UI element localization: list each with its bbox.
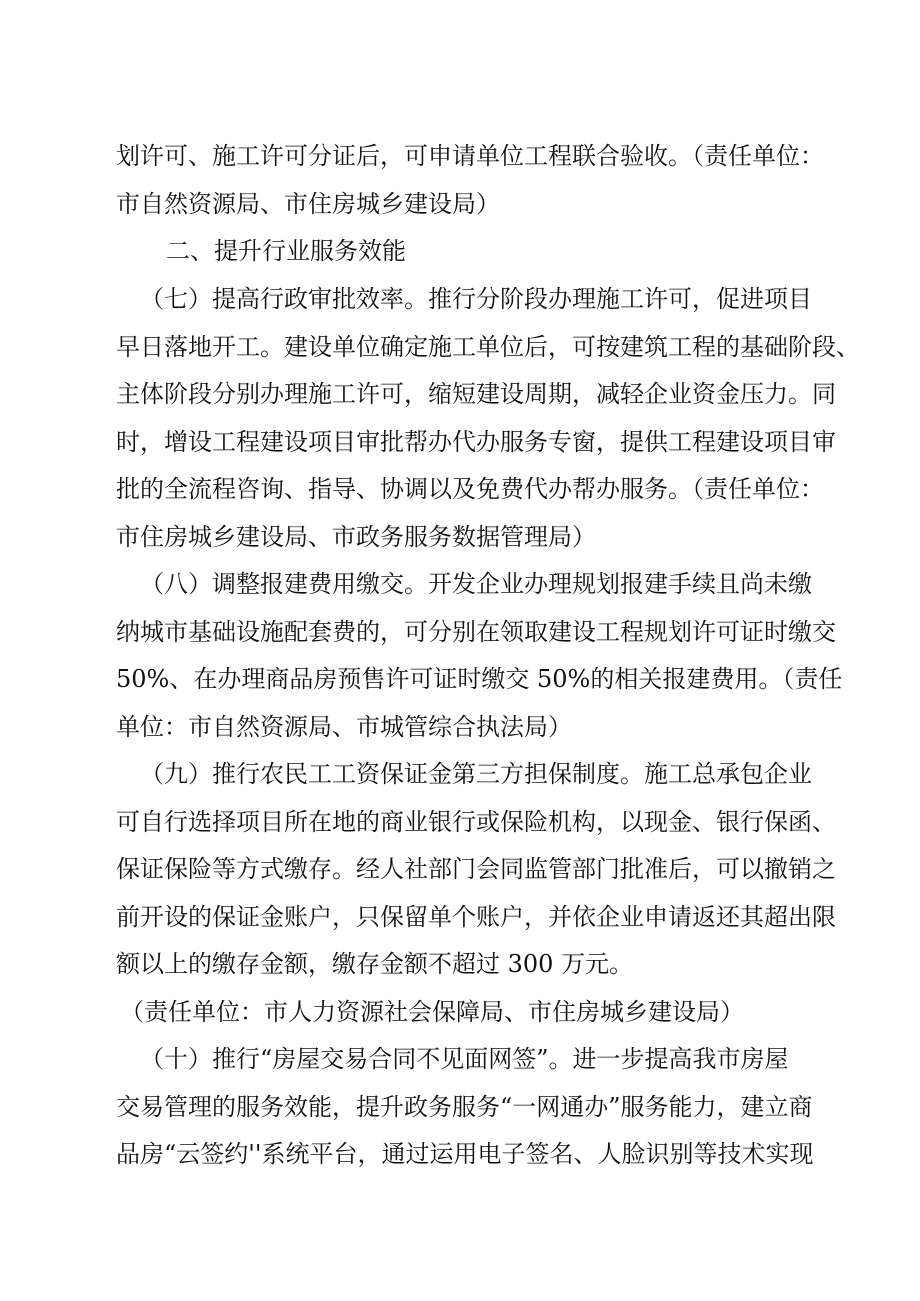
text-line-14: （九）推行农民工工资保证金第三方担保制度。施工总承包企业 [140,760,812,788]
text-line-9: 市住房城乡建设局、市政务服务数据管理局） [116,523,596,551]
text-line-22: 品房“云签约''系统平台，通过运用电子签名、人脸识别等技术实现 [116,1140,814,1168]
text-line-12: 50%、在办理商品房预售许可证时缴交 50%的相关报建费用。（责任 [116,665,843,693]
text-line-17: 前开设的保证金账户，只保留单个账户，并依企业申请返还其超出限 [116,903,836,931]
text-line-16: 保证保险等方式缴存。经人社部门会同监管部门批准后，可以撤销之 [116,855,836,883]
text-line-15: 可自行选择项目所在地的商业银行或保险机构，以现金、银行保函、 [116,808,836,836]
text-line-4: （七）提高行政审批效率。推行分阶段办理施工许可，促进项目 [140,285,812,313]
text-line-11: 纳城市基础设施配套费的，可分别在领取建设工程规划许可证时缴交 [116,618,836,646]
text-line-6: 主体阶段分别办理施工许可，缩短建设周期，减轻企业资金压力。同 [116,380,836,408]
text-line-21: 交易管理的服务效能，提升政务服务“一网通办”服务能力，建立商 [116,1093,813,1121]
text-line-8: 批的全流程咨询、指导、协调以及免费代办帮办服务。（责任单位： [116,475,824,503]
text-line-18: 额以上的缴存金额，缴存金额不超过 300 万元。 [116,950,634,978]
text-line-7: 时，增设工程建设项目审批帮办代办服务专窗，提供工程建设项目审 [116,428,836,456]
section-heading: 二、提升行业服务效能 [166,237,406,265]
text-line-1: 划许可、施工许可分证后，可申请单位工程联合验收。（责任单位： [116,142,824,170]
text-line-2: 市自然资源局、市住房城乡建设局） [116,190,500,218]
text-line-13: 单位：市自然资源局、市城管综合执法局） [116,713,572,741]
text-line-5: 早日落地开工。建设单位确定施工单位后，可按建筑工程的基础阶段、 [116,333,860,361]
text-line-20: （十）推行“房屋交易合同不见面网签”。进一步提高我市房屋 [140,1045,789,1073]
text-line-10: （八）调整报建费用缴交。开发企业办理规划报建手续且尚未缴 [140,570,812,598]
text-line-19: （责任单位：市人力资源社会保障局、市住房城乡建设局） [120,998,744,1026]
